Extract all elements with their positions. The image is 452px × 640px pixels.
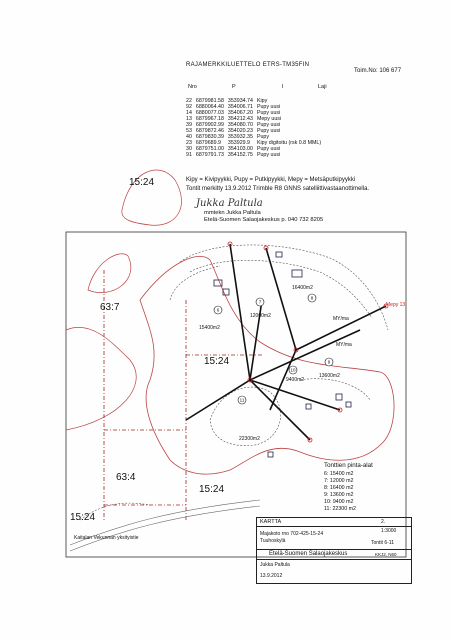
lot-line <box>250 380 310 440</box>
shore-line <box>88 254 131 293</box>
lot-area-row: 6: 15400 m2 <box>324 471 354 477</box>
coordinate-nro: 92 <box>186 104 192 110</box>
coordinate-p: 6879902.99 <box>195 122 224 128</box>
col-laji: Laji <box>318 84 327 90</box>
map-kind: KARTTA <box>260 519 282 525</box>
coordinate-i: 353929.9 <box>227 140 250 146</box>
coordinate-nro: 39 <box>186 122 192 128</box>
lot-area-heading: Tonttien pinta-alat <box>324 462 373 469</box>
coordinate-nro: 22 <box>186 98 192 104</box>
legend-line-1: Kipy = Kivipyykki, Pupy = Putkipyykki, Mepy = Metsäputkipyykki <box>186 177 356 183</box>
col-i: I <box>282 84 284 90</box>
lot-line <box>250 330 360 380</box>
coordinate-p: 6879689.9 <box>195 140 221 146</box>
parcel-boundary <box>66 327 136 430</box>
svg-text:10: 10 <box>290 367 296 373</box>
parcel-boundary <box>140 256 394 474</box>
building <box>306 404 311 409</box>
coordinate-laji: Pupy uusi <box>256 122 281 128</box>
svg-text:8: 8 <box>310 295 314 301</box>
coordinate-laji: Kipy digitoitu (rsk 0.8 MML) <box>256 140 322 146</box>
building <box>336 394 342 400</box>
parcel-label: 15:24 <box>70 512 96 523</box>
zoning-label: MY/ma <box>336 342 352 348</box>
coordinate-p: 6879981.58 <box>195 98 224 104</box>
coordinate-p: 6879830.39 <box>195 134 224 140</box>
coordinate-i: 354152.75 <box>227 152 253 158</box>
coordinate-i: 353934.74 <box>227 98 253 104</box>
coordinate-laji: Pupy uusi <box>256 110 281 116</box>
parcel-label: 15:24 <box>129 177 155 188</box>
company-name: Etelä-Suomen Salaojakeskus <box>269 551 348 557</box>
lot-area-label: 22300m2 <box>239 436 260 442</box>
building <box>292 270 302 277</box>
lot-area-label: 13600m2 <box>319 373 340 379</box>
coordinate-nro: 13 <box>186 116 192 122</box>
list-title: RAJAMERKKILUETTELO ETRS-TM35FIN <box>186 62 310 68</box>
coordinate-laji: Mepy uusi <box>256 116 282 122</box>
coordinate-i: 354020.23 <box>227 128 253 134</box>
road <box>70 506 260 551</box>
signature: Jukka Paltula <box>196 198 263 209</box>
svg-text:7: 7 <box>258 299 262 305</box>
lots-range: Tontit 6-11 <box>371 540 394 546</box>
parcel-label: 63:7 <box>100 302 120 313</box>
coordinate-p: 6879872.46 <box>195 128 224 134</box>
contour-line <box>170 266 220 300</box>
legend-line-2: Tontit merkitty 13.9.2012 Trimble R8 GNNS satelliittivastaanottimella. <box>186 186 370 192</box>
lot-area-label: 12000m2 <box>250 313 271 319</box>
coordinate-p: 6879791.73 <box>195 152 224 158</box>
parcel-label: 63:4 <box>116 472 136 483</box>
svg-text:11: 11 <box>239 397 245 403</box>
drawer-name: Jukka Paltula <box>260 562 290 568</box>
author-name: mmtekn Jukka Paltula <box>204 210 261 216</box>
lot-area-label: 9400m2 <box>286 377 305 383</box>
coordinate-i: 353932.35 <box>227 134 253 140</box>
building <box>276 252 282 257</box>
zoning-label: MY/ma <box>333 316 349 322</box>
lot-line <box>230 244 250 380</box>
coordinate-laji: Kipy <box>256 98 268 104</box>
project-name: Majakoto rno 702-425-15-24 <box>260 531 324 537</box>
building <box>268 452 273 457</box>
lot-line <box>250 380 340 410</box>
marker-label: Mepy 13 <box>386 302 406 308</box>
parcel-label: 15:24 <box>199 484 225 495</box>
coordinate-laji: Pupy uusi <box>256 146 281 152</box>
coordinate-nro: 23 <box>186 140 192 146</box>
col-nro: Nro <box>188 84 197 90</box>
author-org: Etelä-Suomen Salaojakeskus p. 040 732 8205 <box>204 217 324 223</box>
drawing-date: 13.9.2012 <box>260 573 283 579</box>
coordinate-p: 6879751.00 <box>195 146 224 152</box>
reference-number: Toim.No: 106 677 <box>354 68 402 74</box>
coordinate-i: 354080.70 <box>227 122 253 128</box>
lot-area-summary <box>324 462 373 513</box>
svg-text:6: 6 <box>216 307 220 313</box>
building <box>346 402 351 407</box>
lot-area-label: 16400m2 <box>292 285 313 291</box>
coordinate-p: 6879967.18 <box>195 116 224 122</box>
place-name: Tuuhoskylä <box>260 538 286 544</box>
coordinate-nro: 53 <box>186 128 192 134</box>
coordinate-laji: Pupy uusi <box>256 152 281 158</box>
coordinate-nro: 30 <box>186 146 192 152</box>
lot-area-row: 9: 13600 m2 <box>324 492 354 498</box>
road-label: Kaitalan Vekunnan yksityistie <box>74 535 139 541</box>
coordinate-i: 354212.43 <box>227 116 253 122</box>
coordinate-nro: 14 <box>186 110 192 116</box>
lot-area-row: 7: 12000 m2 <box>324 478 354 484</box>
page-number: 2. <box>381 519 386 525</box>
lot-line <box>266 248 296 350</box>
lot-area-label: 15400m2 <box>199 325 220 331</box>
coordinate-p: 6880064.40 <box>195 104 224 110</box>
parcel-label: 15:24 <box>204 356 230 367</box>
svg-text:9: 9 <box>327 359 331 365</box>
lot-line <box>250 300 262 380</box>
coordinate-laji: Pupy uusi <box>256 128 281 134</box>
coordinate-nro: 40 <box>186 134 192 140</box>
coordinate-laji: Pupy uusi <box>256 104 281 110</box>
coordinate-nro: 91 <box>186 152 192 158</box>
title-block <box>256 517 412 584</box>
contour-line <box>300 379 370 400</box>
coordinate-laji: Pupy <box>256 134 270 140</box>
scale: 1:3000 <box>381 528 397 534</box>
col-p: P <box>232 84 236 90</box>
grid-system: KKJ2, N60 <box>375 552 397 557</box>
lot-area-row: 10: 9400 m2 <box>324 499 354 505</box>
coordinate-p: 6880077.03 <box>195 110 224 116</box>
lot-area-row: 11: 22300 m2 <box>324 506 357 512</box>
coordinate-i: 354103.00 <box>227 146 253 152</box>
lot-area-row: 8: 16400 m2 <box>324 485 354 491</box>
contour-line <box>180 245 388 330</box>
coordinate-i: 354006.71 <box>227 104 253 110</box>
coordinate-i: 354067.20 <box>227 110 253 116</box>
